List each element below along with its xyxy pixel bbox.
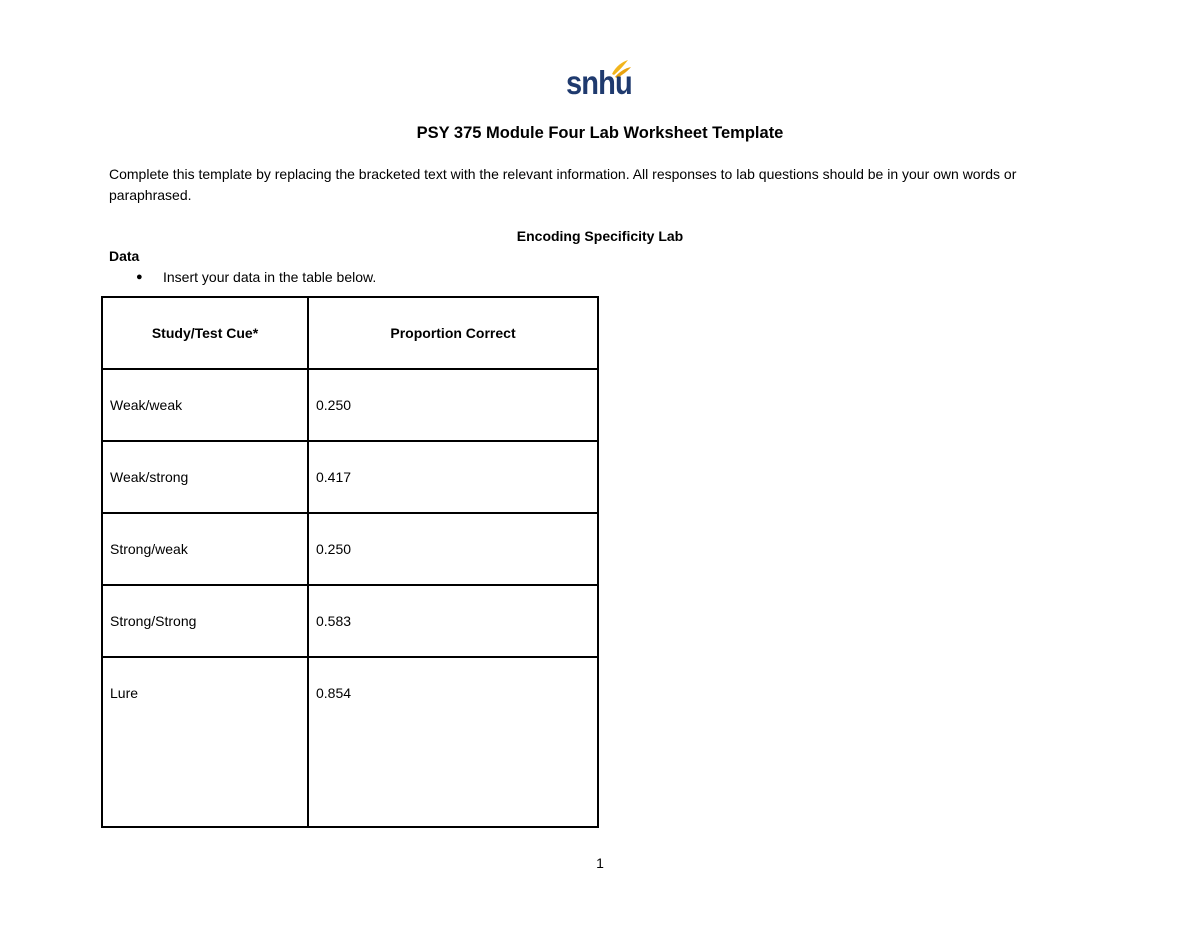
table-row [102,513,598,585]
cell-cue[interactable]: Weak/weak [102,369,308,441]
lab-title: Encoding Specificity Lab [516,228,684,244]
column-header-cue: Study/Test Cue* [102,297,308,369]
intro-paragraph: Complete this template by replacing the bracketed text with the relevant information. All responses to lab questions should be in your own words or paraphrased. [109,166,1017,203]
cell-proportion[interactable]: 0.854 [308,657,598,827]
bullet-text: Insert your data in the table below. [163,269,377,285]
cell-cue[interactable]: Weak/strong [102,441,308,513]
cell-proportion[interactable]: 0.417 [308,441,598,513]
bullet-item [136,267,376,288]
logo-wordmark: snhu [566,64,632,101]
cell-cue[interactable]: Lure [102,657,308,827]
cell-cue[interactable]: Strong/weak [102,513,308,585]
column-header-proportion: Proportion Correct [308,297,598,369]
document-title: PSY 375 Module Four Lab Worksheet Template [416,124,784,142]
cell-proportion[interactable]: 0.250 [308,369,598,441]
table-row [102,441,598,513]
table-header-row [102,297,598,369]
table-row [102,369,598,441]
section-heading-data: Data [109,248,140,264]
table-row [102,657,598,827]
cell-cue[interactable]: Strong/Strong [102,585,308,657]
page-number: 1 [596,855,604,871]
bullet-icon: ● [136,271,143,283]
data-table [101,296,599,828]
cell-proportion[interactable]: 0.583 [308,585,598,657]
snhu-logo [560,58,640,104]
cell-proportion[interactable]: 0.250 [308,513,598,585]
table-row [102,585,598,657]
